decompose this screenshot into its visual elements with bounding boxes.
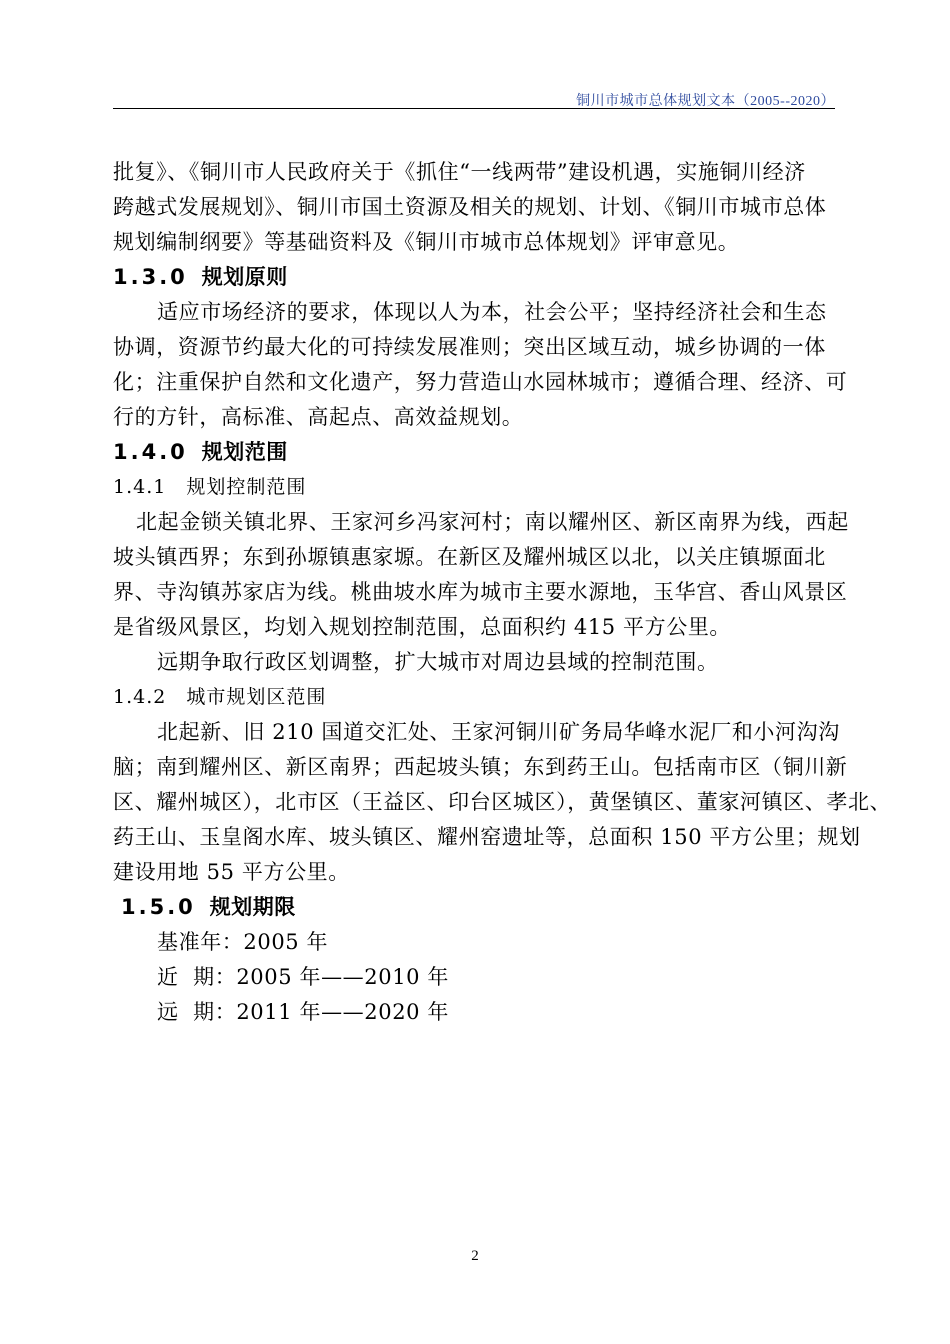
subsection-number: 1.4.2 [113, 686, 167, 708]
paragraph-line: 区、耀州城区），北市区（王益区、印台区城区），黄堡镇区、董家河镇区、孝北、 [113, 790, 892, 814]
long-term-line: 远 期：2011 年——2020 年 [157, 1000, 449, 1024]
paragraph-line: 北起新、旧 210 国道交汇处、王家河铜川矿务局华峰水泥厂和小河沟沟 [157, 720, 840, 744]
paragraph-line: 药王山、玉皇阁水库、坡头镇区、耀州窑遗址等，总面积 150 平方公里；规划 [113, 825, 861, 849]
subsection-heading-1-4-2 [113, 680, 843, 715]
paragraph-line: 批复》、《铜川市人民政府关于《抓住“一线两带”建设机遇，实施铜川经济 [113, 160, 806, 184]
paragraph-line: 规划编制纲要》等基础资料及《铜川市城市总体规划》评审意见。 [113, 230, 740, 254]
near-term-line: 近 期：2005 年——2010 年 [157, 965, 449, 989]
subsection-title: 规划控制范围 [186, 476, 307, 498]
paragraph-line: 协调，资源节约最大化的可持续发展准则；突出区域互动，城乡协调的一体 [113, 335, 826, 359]
paragraph-line: 建设用地 55 平方公里。 [113, 860, 350, 884]
page-number: 2 [471, 1248, 479, 1264]
paragraph-line: 远期争取行政区划调整，扩大城市对周边县域的控制范围。 [157, 650, 719, 674]
subsection-title: 城市规划区范围 [186, 686, 327, 708]
running-header: 铜川市城市总体规划文本（2005--2020） [576, 94, 835, 109]
body-text [113, 155, 892, 1030]
paragraph-line: 适应市场经济的要求，体现以人为本，社会公平；坚持经济社会和生态 [157, 300, 827, 324]
section-number: 1.3.0 [113, 265, 188, 289]
paragraph-line: 行的方针，高标准、高起点、高效益规划。 [113, 405, 524, 429]
section-title: 规划期限 [209, 895, 296, 919]
subsection-number: 1.4.1 [113, 476, 167, 498]
paragraph-line: 北起金锁关镇北界、王家河乡冯家河村；南以耀州区、新区南界为线，西起 [136, 510, 849, 534]
section-heading-1-5-0 [113, 890, 843, 925]
section-heading-1-3-0 [113, 260, 843, 295]
section-number: 1.4.0 [113, 440, 188, 464]
section-title: 规划范围 [201, 440, 288, 464]
section-title: 规划原则 [201, 265, 288, 289]
subsection-heading-1-4-1 [113, 470, 843, 505]
header-rule [113, 108, 835, 109]
paragraph-line: 跨越式发展规划》、铜川市国土资源及相关的规划、计划、《铜川市城市总体 [113, 195, 827, 219]
base-year-line: 基准年：2005 年 [157, 930, 329, 954]
paragraph-line: 脑；南到耀州区、新区南界；西起坡头镇；东到药王山。包括南市区（铜川新 [113, 755, 848, 779]
paragraph-line: 界、寺沟镇苏家店为线。桃曲坡水库为城市主要水源地，玉华宫、香山风景区 [113, 580, 848, 604]
paragraph-line: 坡头镇西界；东到孙塬镇惠家塬。在新区及耀州城区以北，以关庄镇塬面北 [113, 545, 826, 569]
paragraph-line: 化；注重保护自然和文化遗产，努力营造山水园林城市；遵循合理、经济、可 [113, 370, 848, 394]
section-number: 1.5.0 [121, 895, 196, 919]
paragraph-line: 是省级风景区，均划入规划控制范围，总面积约 415 平方公里。 [113, 615, 732, 639]
section-heading-1-4-0 [113, 435, 843, 470]
